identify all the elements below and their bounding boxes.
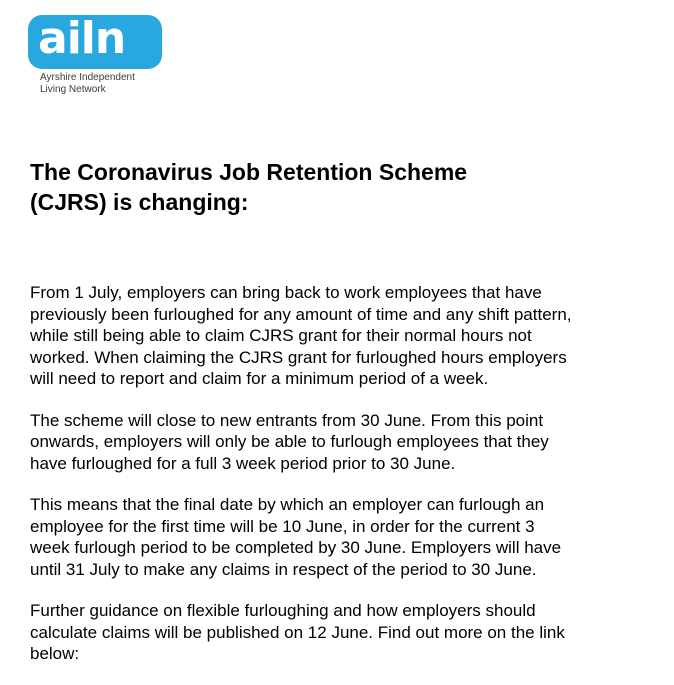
logo-subtitle-line-1: Ayrshire Independent [40, 72, 135, 83]
paragraph-further-guidance [30, 600, 640, 665]
logo-subtitle-line-2: Living Network [40, 84, 106, 95]
ailn-logo [28, 15, 168, 96]
paragraph-line: until 31 July to make any claims in respect of the period to 30 June. [30, 559, 537, 579]
paragraph-line: From 1 July, employers can bring back to work employees that have [30, 283, 542, 302]
logo-badge [28, 15, 162, 69]
paragraph-final-date [30, 494, 640, 580]
page-title-line-1: The Coronavirus Job Retention Scheme [30, 159, 468, 185]
paragraph-line: calculate claims will be published on 12 June. Find out more on the link [30, 622, 565, 642]
paragraph-line: week furlough period to be completed by 30 June. Employers will have [30, 538, 562, 557]
paragraph-line: while still being able to claim CJRS grant for their normal hours not [30, 326, 532, 345]
logo-subtitle [40, 72, 168, 96]
paragraph-line: worked. When claiming the CJRS grant for furloughed hours employers [30, 347, 567, 367]
paragraph-line: Further guidance on flexible furloughing and how employers should [30, 601, 536, 620]
paragraph-line: previously been furloughed for any amount of time and any shift pattern, [30, 304, 572, 324]
page-title-line-2: (CJRS) is changing: [30, 189, 249, 215]
paragraph-line: employee for the first time will be 10 June, in order for the current 3 [30, 516, 535, 536]
paragraph-line: will need to report and claim for a minimum period of a week. [30, 369, 489, 388]
page-title [30, 157, 630, 217]
article-body [30, 282, 640, 685]
paragraph-reopening-rules [30, 282, 640, 390]
paragraph-line: onwards, employers will only be able to furlough employees that they [30, 432, 549, 451]
logo-wordmark: ailn [38, 13, 126, 64]
paragraph-line: have furloughed for a full 3 week period prior to 30 June. [30, 453, 456, 473]
paragraph-scheme-closing [30, 410, 640, 475]
paragraph-line: below: [30, 644, 80, 663]
paragraph-line: This means that the final date by which an employer can furlough an [30, 495, 545, 514]
paragraph-line: The scheme will close to new entrants from 30 June. From this point [30, 410, 544, 430]
